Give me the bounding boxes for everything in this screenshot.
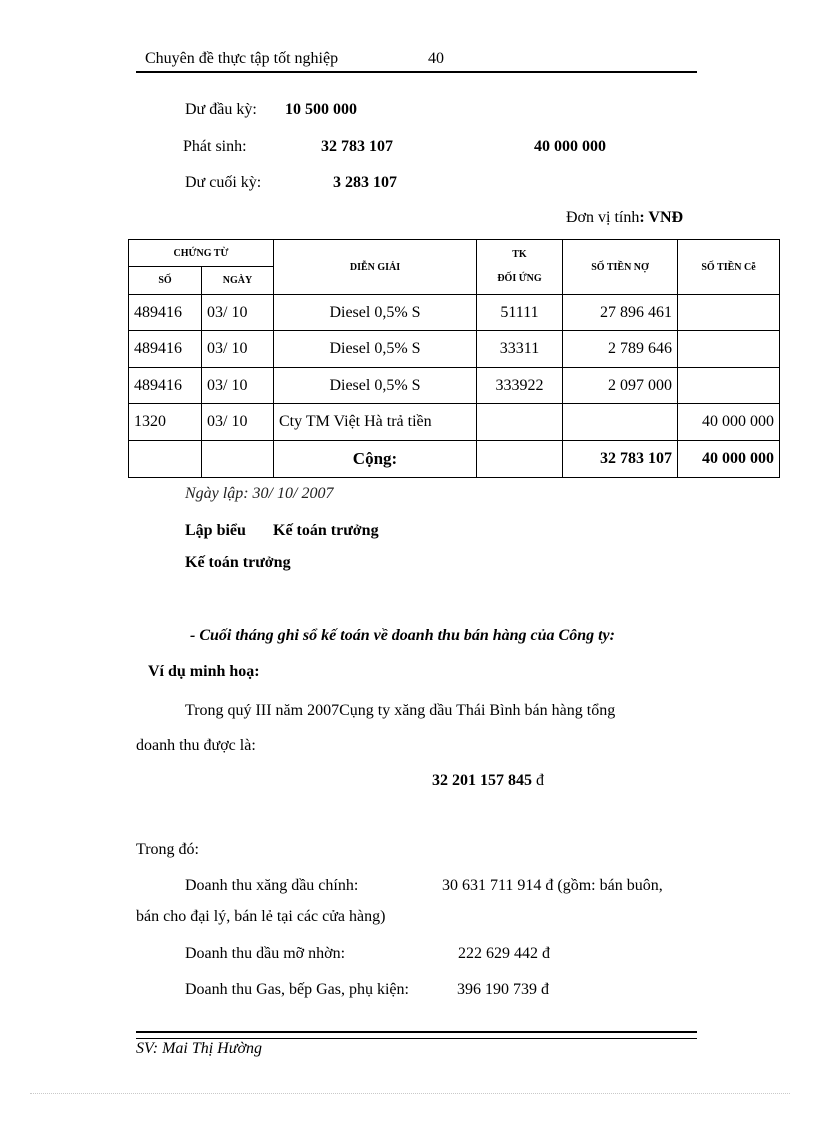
paragraph-line-2: doanh thu được là: xyxy=(136,737,256,754)
cell-debit xyxy=(563,404,678,441)
unit-label: Đơn vị tính xyxy=(566,209,640,226)
header-account-line2: ĐỐI ỨNG xyxy=(497,273,542,284)
revenue-total xyxy=(432,772,544,790)
revenue-total-unit: đ xyxy=(532,772,544,789)
closing-balance-value: 3 283 107 xyxy=(333,174,397,191)
fuel-revenue-value: 30 631 711 914 đ (gồm: bán buôn, xyxy=(442,877,663,894)
cell-credit xyxy=(678,368,780,404)
cell-credit xyxy=(678,295,780,331)
header-voucher: CHỨNG TỪ xyxy=(129,240,274,267)
table-row xyxy=(129,404,780,441)
header-description: DIỄN GIẢI xyxy=(274,240,477,295)
ledger-table xyxy=(128,239,780,478)
chief-accountant-label: Kế toán trưởng xyxy=(273,522,379,539)
fuel-revenue-label: Doanh thu xăng dầu chính: xyxy=(185,877,359,894)
cell-debit: 2 789 646 xyxy=(563,331,678,368)
header-number: SỐ xyxy=(129,267,202,295)
cell-description: Cty TM Việt Hà trả tiền xyxy=(274,404,477,441)
cell-account: 51111 xyxy=(477,295,563,331)
cell-empty xyxy=(202,441,274,478)
cell-empty xyxy=(129,441,202,478)
cell-date: 03/ 10 xyxy=(202,295,274,331)
breakdown-intro: Trong đó: xyxy=(136,841,199,858)
lubricant-revenue-label: Doanh thu dầu mỡ nhờn: xyxy=(185,945,346,962)
example-heading: Ví dụ minh hoạ: xyxy=(148,663,260,680)
gas-revenue-value: 396 190 739 đ xyxy=(457,981,549,998)
cell-credit xyxy=(678,331,780,368)
paragraph-line-1: Trong quý III năm 2007Cụng ty xăng dầu Thái Bình bán hàng tổng xyxy=(185,702,616,719)
cell-account: 33311 xyxy=(477,331,563,368)
page-number: 40 xyxy=(428,50,444,67)
lubricant-revenue-value: 222 629 442 đ xyxy=(458,945,550,962)
header-date: NGÀY xyxy=(202,267,274,295)
cell-number: 489416 xyxy=(129,368,202,404)
cell-account: 333922 xyxy=(477,368,563,404)
report-date: Ngày lập: 30/ 10/ 2007 xyxy=(185,485,334,502)
chief-accountant-label-2: Kế toán trưởng xyxy=(185,554,291,571)
unit-value: : VNĐ xyxy=(639,209,684,226)
preparer-label: Lập biểu xyxy=(185,522,246,539)
table-row xyxy=(129,368,780,404)
cell-debit: 27 896 461 xyxy=(563,295,678,331)
cell-date: 03/ 10 xyxy=(202,331,274,368)
table-row xyxy=(129,295,780,331)
header-rule xyxy=(136,71,697,73)
table-total-row xyxy=(129,441,780,478)
cell-description: Diesel 0,5% S xyxy=(274,368,477,404)
footer-student: SV: Mai Thị Hường xyxy=(136,1040,262,1057)
cell-number: 1320 xyxy=(129,404,202,441)
arising-label: Phát sinh: xyxy=(183,138,247,155)
total-credit: 40 000 000 xyxy=(678,441,780,478)
cell-number: 489416 xyxy=(129,331,202,368)
total-label: Cộng: xyxy=(274,441,477,478)
cell-date: 03/ 10 xyxy=(202,368,274,404)
section-heading: - Cuối tháng ghi sổ kế toán về doanh thu bán hàng của Công ty: xyxy=(190,627,615,644)
header-title: Chuyên đề thực tập tốt nghiệp xyxy=(145,50,339,67)
cell-number: 489416 xyxy=(129,295,202,331)
cell-date: 03/ 10 xyxy=(202,404,274,441)
arising-debit: 32 783 107 xyxy=(321,138,393,155)
header-account xyxy=(477,240,563,295)
fuel-revenue-continuation: bán cho đại lý, bán lẻ tại các cửa hàng) xyxy=(136,908,386,925)
total-debit: 32 783 107 xyxy=(563,441,678,478)
footer-rule xyxy=(136,1031,697,1039)
cell-description: Diesel 0,5% S xyxy=(274,331,477,368)
cell-description: Diesel 0,5% S xyxy=(274,295,477,331)
opening-balance-value: 10 500 000 xyxy=(285,101,357,118)
page-edge-divider xyxy=(30,1093,790,1094)
table-row xyxy=(129,331,780,368)
table-header-row xyxy=(129,240,780,267)
closing-balance-label: Dư cuối kỳ: xyxy=(185,174,262,191)
cell-credit: 40 000 000 xyxy=(678,404,780,441)
header-credit: SỐ TIỀN Cễ xyxy=(678,240,780,295)
revenue-total-value: 32 201 157 845 xyxy=(432,772,532,789)
unit-line xyxy=(566,209,683,227)
header-account-line1: TK xyxy=(512,249,527,260)
gas-revenue-label: Doanh thu Gas, bếp Gas, phụ kiện: xyxy=(185,981,409,998)
header-debit: SỐ TIỀN NỢ xyxy=(563,240,678,295)
cell-account xyxy=(477,404,563,441)
cell-debit: 2 097 000 xyxy=(563,368,678,404)
arising-credit: 40 000 000 xyxy=(534,138,606,155)
cell-empty xyxy=(477,441,563,478)
opening-balance-label: Dư đầu kỳ: xyxy=(185,101,257,118)
